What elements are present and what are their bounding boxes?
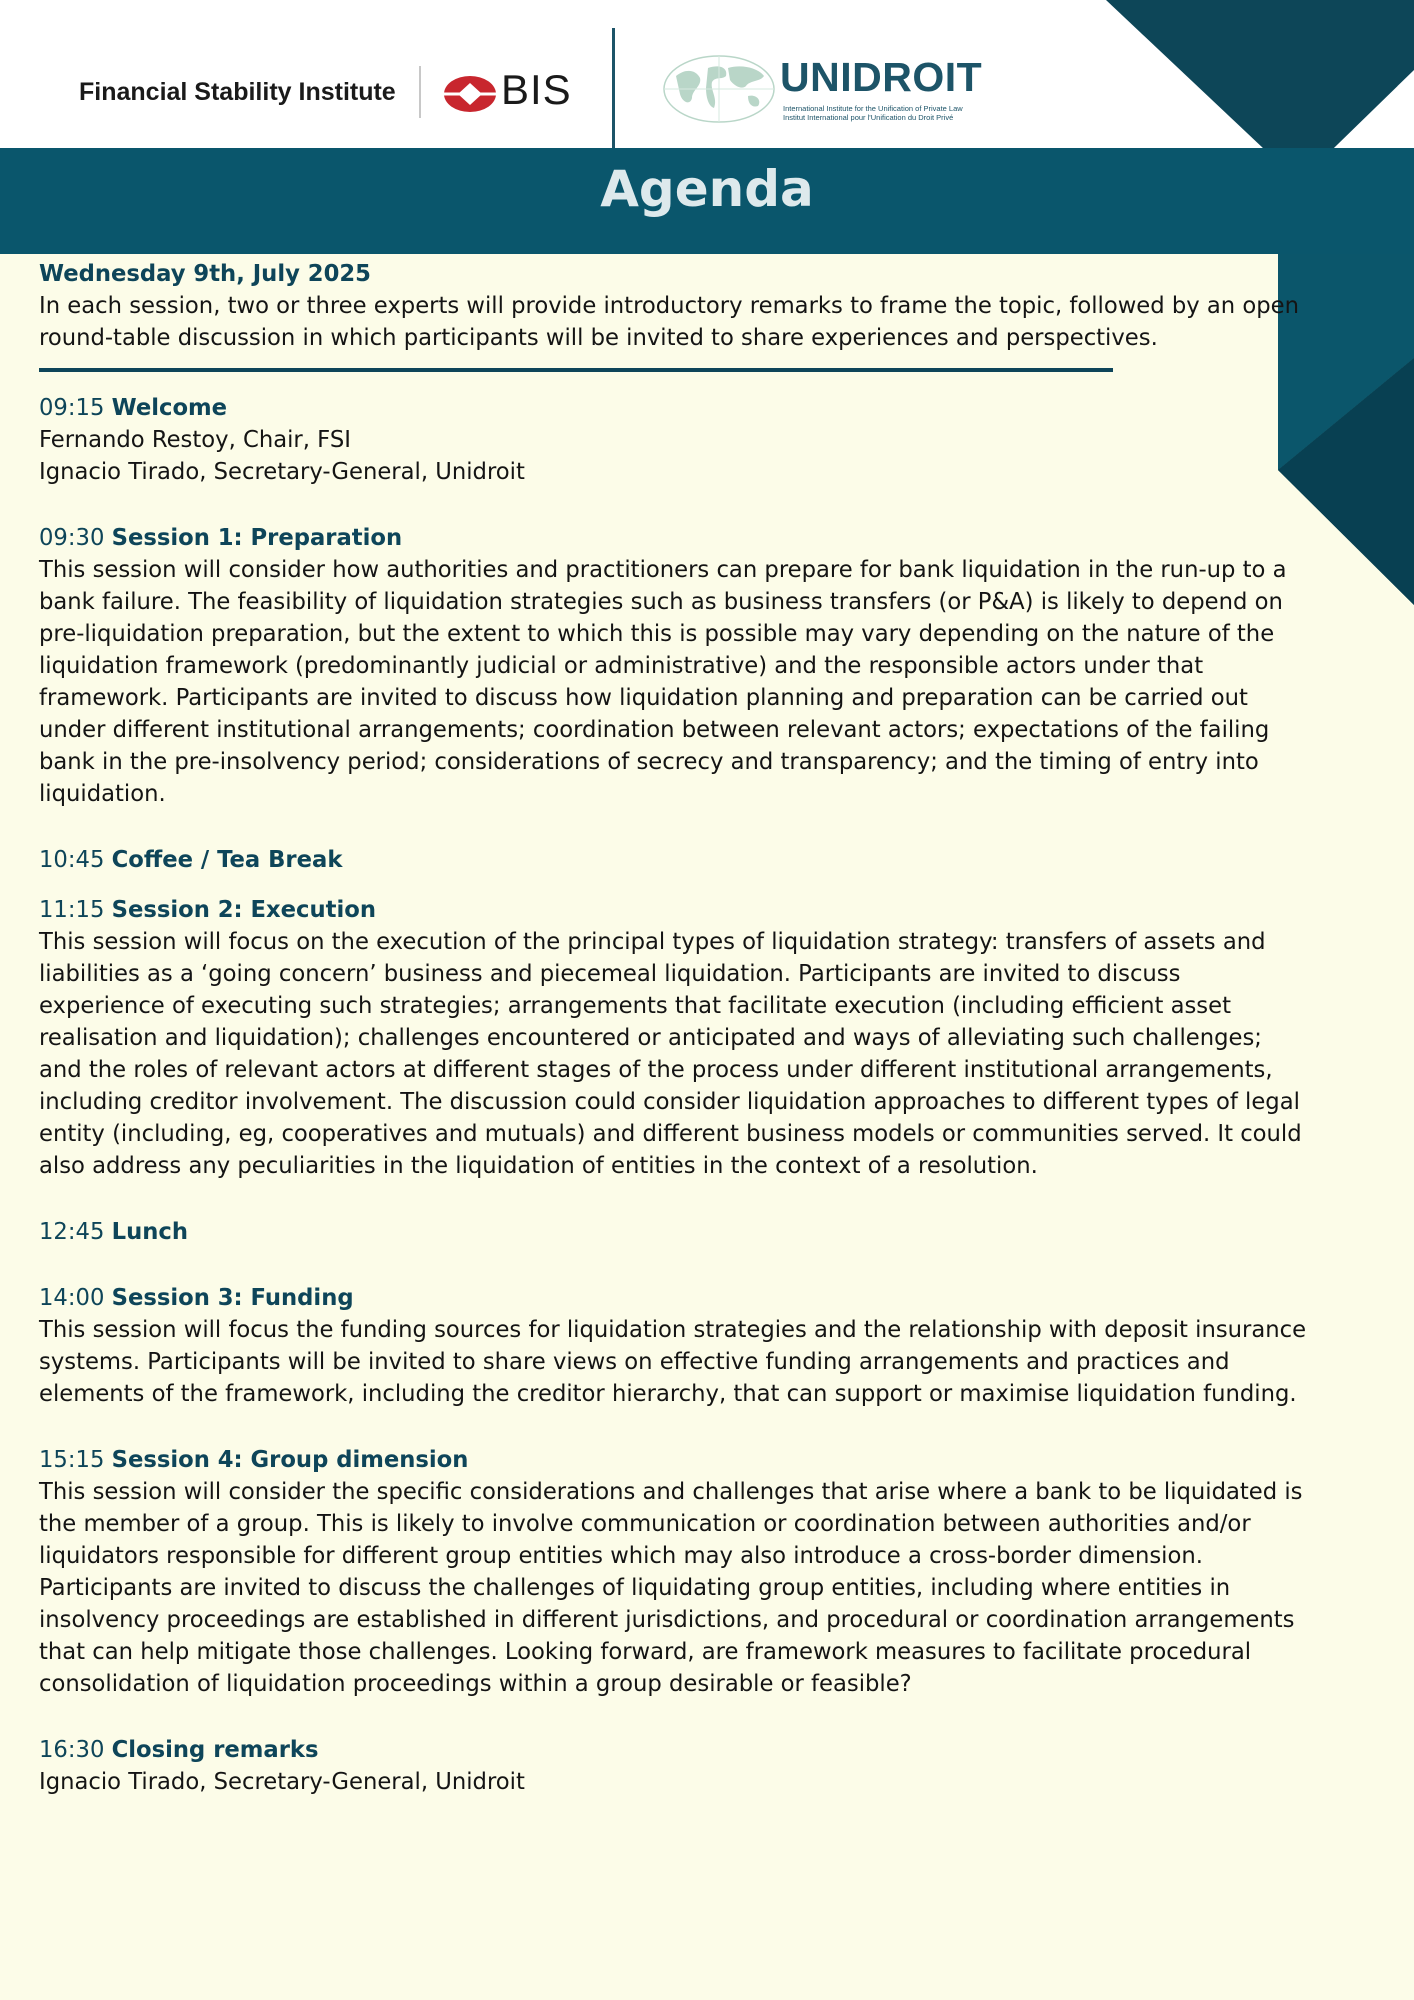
bis-logo-icon bbox=[443, 74, 497, 114]
agenda-date: Wednesday 9th, July 2025 bbox=[39, 261, 371, 287]
unidroit-subtitle-fr: Institut International pour l'Unification du Droit Privé bbox=[783, 113, 954, 122]
item-time: 11:15 bbox=[39, 897, 105, 923]
page-title: Agenda bbox=[600, 160, 814, 218]
fsi-logo-text: Financial Stability Institute bbox=[79, 78, 396, 106]
agenda-item-session-1 bbox=[39, 522, 1309, 810]
logo-divider bbox=[419, 66, 421, 118]
item-time: 09:15 bbox=[39, 395, 105, 421]
agenda-item-session-2 bbox=[39, 894, 1309, 1182]
agenda-intro: In each session, two or three experts will provide introductory remarks to frame the topic, followed by an open round-table discussion in which participants will be invited to share experiences and perspectives. bbox=[39, 293, 1299, 351]
agenda-item-lunch bbox=[39, 1216, 1309, 1248]
item-time: 10:45 bbox=[39, 847, 105, 873]
item-description: This session will consider the specific considerations and challenges that arise where a bank to be liquidated is the member of a group. This is likely to involve communication or coordination between authorities and/or liquidators responsible for different group entities which may also introduce a cross-border dimension. Participants are invited to discuss the challenges of liquidating group entities, including where entities in insolvency proceedings are established in different jurisdictions, and procedural or coordination arrangements that can help mitigate those challenges. Looking forward, are framework measures to facilitate procedural consolidation of liquidation proceedings within a group desirable or feasible? bbox=[39, 1479, 1303, 1697]
globe-icon bbox=[662, 54, 776, 124]
agenda-item-coffee-break bbox=[39, 844, 1309, 876]
agenda-content bbox=[39, 258, 1309, 1798]
item-time: 14:00 bbox=[39, 1285, 105, 1311]
speaker-line: Fernando Restoy, Chair, FSI bbox=[39, 427, 351, 453]
agenda-item-session-3 bbox=[39, 1282, 1309, 1410]
item-time: 09:30 bbox=[39, 525, 105, 551]
bis-logo-text: BIS bbox=[501, 66, 572, 113]
agenda-item-closing bbox=[39, 1734, 1309, 1798]
item-title: Session 1: Preparation bbox=[111, 525, 403, 551]
agenda-item-session-4 bbox=[39, 1444, 1309, 1700]
unidroit-subtitle-en: International Institute for the Unification of Private Law bbox=[783, 104, 963, 113]
item-title: Coffee / Tea Break bbox=[111, 847, 343, 873]
item-title: Welcome bbox=[111, 395, 228, 421]
agenda-item-welcome bbox=[39, 392, 1309, 488]
unidroit-logo-text: UNIDROIT bbox=[780, 54, 983, 100]
item-title: Session 2: Execution bbox=[111, 897, 376, 923]
item-description: This session will consider how authorities and practitioners can prepare for bank liquidation in the run-up to a bank failure. The feasibility of liquidation strategies such as business transfers (or P&A) is likely to depend on pre-liquidation preparation, but the extent to which this is possible may vary depending on the nature of the liquidation framework (predominantly judicial or administrative) and the responsible actors under that framework. Participants are invited to discuss how liquidation planning and preparation can be carried out under different institutional arrangements; coordination between relevant actors; expectations of the failing bank in the pre-insolvency period; considerations of secrecy and transparency; and the timing of entry into liquidation. bbox=[39, 557, 1287, 807]
item-title: Closing remarks bbox=[111, 1737, 319, 1763]
item-time: 16:30 bbox=[39, 1737, 105, 1763]
item-description: This session will focus the funding sources for liquidation strategies and the relationship with deposit insurance systems. Participants will be invited to share views on effective funding arrangements and practices and elements of the framework, including the creditor hierarchy, that can support or maximise liquidation funding. bbox=[39, 1317, 1307, 1407]
item-time: 12:45 bbox=[39, 1219, 105, 1245]
item-title: Lunch bbox=[111, 1219, 188, 1245]
header-divider bbox=[612, 28, 615, 148]
section-divider bbox=[39, 368, 1113, 372]
item-title: Session 3: Funding bbox=[111, 1285, 354, 1311]
speaker-line: Ignacio Tirado, Secretary-General, Unidroit bbox=[39, 1769, 525, 1795]
speaker-line: Ignacio Tirado, Secretary-General, Unidroit bbox=[39, 459, 525, 485]
unidroit-subtitle bbox=[783, 104, 963, 122]
item-description: This session will focus on the execution of the principal types of liquidation strategy: transfers of assets and liabilities as a ‘going concern’ business and piecemeal liquidation. Participants are invited to discuss experience of executing such strategies; arrangements that facilitate execution (including efficient asset realisation and liquidation); challenges encountered or anticipated and ways of alleviating such challenges; and the roles of relevant actors at different stages of the process under different institutional arrangements, including creditor involvement. The discussion could consider liquidation approaches to different types of legal entity (including, eg, cooperatives and mutuals) and different business models or communities served. It could also address any peculiarities in the liquidation of entities in the context of a resolution. bbox=[39, 929, 1302, 1179]
item-time: 15:15 bbox=[39, 1447, 105, 1473]
item-title: Session 4: Group dimension bbox=[111, 1447, 469, 1473]
